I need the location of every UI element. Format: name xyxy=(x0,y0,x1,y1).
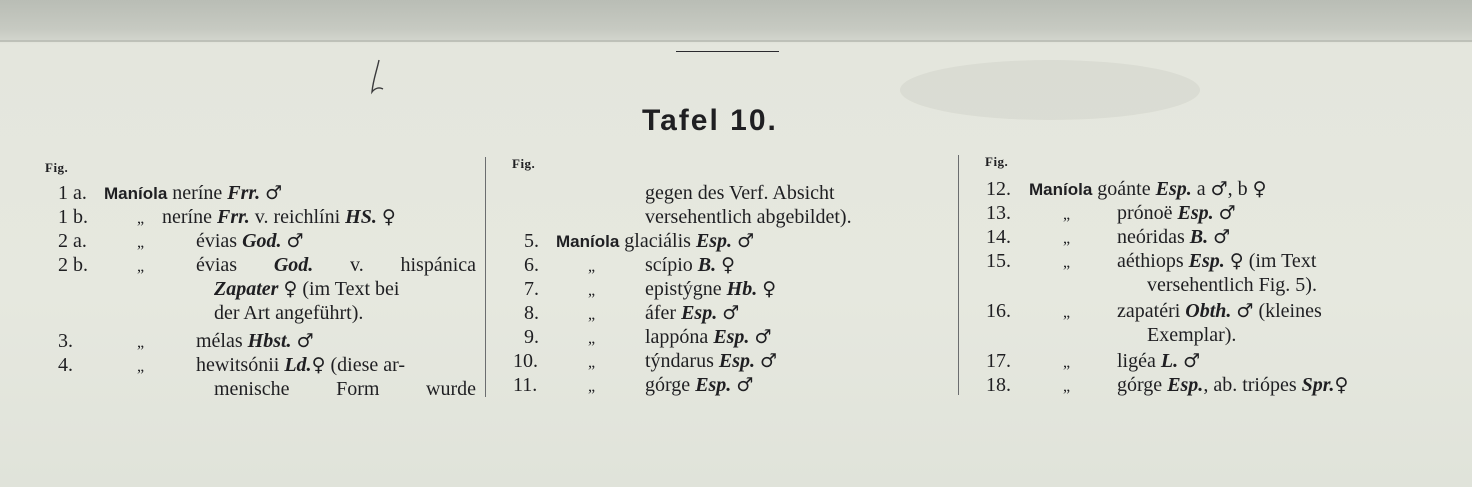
author: Esp. xyxy=(1155,178,1192,200)
entry-number: 14. xyxy=(986,226,1011,248)
ditto-mark: „ xyxy=(588,258,596,275)
author: Esp. xyxy=(713,326,750,348)
male-symbol: ♂ xyxy=(760,350,778,372)
entry-number: 15. xyxy=(986,250,1011,272)
entry-line xyxy=(645,301,739,325)
form-label: , b xyxy=(1227,178,1248,200)
author: Esp. xyxy=(1188,250,1225,272)
entry-number: 1 a. xyxy=(58,182,87,204)
ditto-mark: „ xyxy=(588,330,596,347)
female-symbol: ♀ xyxy=(1229,250,1244,272)
top-paper-strip xyxy=(0,0,1472,40)
note-line: der Art angeführt). xyxy=(214,302,364,324)
entry-number: 4. xyxy=(58,354,73,376)
entry-number: 11. xyxy=(513,374,538,396)
author: HS. xyxy=(345,206,377,228)
male-symbol: ♂ xyxy=(296,330,314,352)
entry-line xyxy=(1029,177,1267,202)
ditto-mark: „ xyxy=(1063,304,1071,321)
species-name: lappóna xyxy=(645,326,709,348)
female-symbol: ♀ xyxy=(1252,178,1267,200)
author: God. xyxy=(242,230,282,252)
entry-number: 13. xyxy=(986,202,1011,224)
author: Esp. xyxy=(681,302,718,324)
note-line: Exemplar). xyxy=(1147,324,1237,346)
species-name: aéthiops xyxy=(1117,250,1184,272)
entry-line xyxy=(645,325,771,349)
entry-number: 2 a. xyxy=(58,230,87,252)
entry-line xyxy=(1117,225,1230,249)
author: Frr. xyxy=(227,182,261,204)
entry-line xyxy=(214,377,476,401)
entry-line xyxy=(214,277,399,301)
entry-line xyxy=(645,253,735,277)
female-symbol: ♀ xyxy=(381,206,396,228)
entry-line xyxy=(1117,349,1200,373)
pencil-mark xyxy=(365,58,389,98)
male-symbol: ♂ xyxy=(286,230,304,252)
variety-name: v. hispánica xyxy=(350,254,477,276)
species-name: ligéa xyxy=(1117,350,1156,372)
male-symbol: ♂ xyxy=(1218,202,1236,224)
entry-number: 12. xyxy=(986,178,1011,200)
fig-header-col2: Fig. xyxy=(512,156,536,171)
species-name: týndarus xyxy=(645,350,714,372)
bleed-through xyxy=(900,60,1200,120)
entry-line xyxy=(556,229,754,254)
species-name: prónoë xyxy=(1117,202,1173,224)
ditto-mark: „ xyxy=(1063,378,1071,395)
form-label: a xyxy=(1196,178,1206,200)
entry-number: 16. xyxy=(986,300,1011,322)
author: Frr. xyxy=(216,206,250,228)
author: Hb. xyxy=(726,278,758,300)
species-name: neríne xyxy=(162,206,212,228)
author: Esp. xyxy=(718,350,756,372)
note-text: (kleines xyxy=(1258,300,1322,322)
entry-number: 7. xyxy=(524,278,539,300)
ditto-mark: „ xyxy=(588,354,596,371)
continued-note: gegen des Verf. Absicht xyxy=(645,182,835,204)
entry-number: 3. xyxy=(58,330,73,352)
species-name: hewitsónii xyxy=(196,354,280,376)
author: Spr. xyxy=(1301,374,1335,396)
author: B. xyxy=(697,254,717,276)
ditto-mark: „ xyxy=(137,358,145,375)
fig-header-col3: Fig. xyxy=(985,154,1009,169)
species-name: epistýgne xyxy=(645,278,722,300)
author: Hbst. xyxy=(247,330,292,352)
species-name: zapatéri xyxy=(1117,300,1181,322)
author: Esp. xyxy=(1177,202,1214,224)
entry-number: 6. xyxy=(524,254,539,276)
author: Esp. xyxy=(695,230,733,252)
genus-name: Maníola xyxy=(104,184,168,203)
author: B. xyxy=(1189,226,1209,248)
plate-title: Tafel 10. xyxy=(642,104,778,137)
ditto-mark: „ xyxy=(588,282,596,299)
entry-number: 9. xyxy=(524,326,539,348)
entry-line xyxy=(196,253,476,277)
author: God. xyxy=(273,254,314,276)
species-name: neóridas xyxy=(1117,226,1185,248)
ditto-mark: „ xyxy=(137,210,145,227)
male-symbol: ♂ xyxy=(1236,300,1254,322)
ditto-mark: „ xyxy=(1063,230,1071,247)
species-name: neríne xyxy=(172,182,223,204)
female-symbol: ♀ xyxy=(283,278,298,300)
species-name: mélas xyxy=(196,330,243,352)
ditto-mark: „ xyxy=(137,334,145,351)
female-symbol: ♀ xyxy=(1334,374,1349,396)
column-divider-2 xyxy=(958,155,959,395)
species-name: scípio xyxy=(645,254,693,276)
genus-name: Maníola xyxy=(1029,180,1093,199)
author: Zapater xyxy=(214,278,279,300)
aberration-name: , ab. triópes xyxy=(1203,374,1297,396)
female-symbol: ♀ xyxy=(762,278,777,300)
note-text: (im Text xyxy=(1248,250,1317,272)
entry-number: 17. xyxy=(986,350,1011,372)
continued-note: versehentlich abgebildet). xyxy=(645,206,852,228)
entry-number: 18. xyxy=(986,374,1011,396)
author: Ld. xyxy=(284,354,312,376)
male-symbol: ♂ xyxy=(1183,350,1201,372)
note-line: versehentlich Fig. 5). xyxy=(1147,274,1317,296)
author: Obth. xyxy=(1185,300,1232,322)
entry-line xyxy=(1117,201,1236,225)
author: Esp. xyxy=(695,374,732,396)
male-symbol: ♂ xyxy=(737,230,755,252)
entry-line xyxy=(1117,249,1316,273)
fig-header-col1: Fig. xyxy=(45,160,69,175)
note-text: (im Text bei xyxy=(302,278,400,300)
entry-line xyxy=(645,373,753,397)
entry-line xyxy=(1117,373,1348,397)
entry-line xyxy=(645,277,776,301)
entry-line xyxy=(1117,299,1322,323)
male-symbol: ♂ xyxy=(1210,178,1228,200)
male-symbol: ♂ xyxy=(754,326,772,348)
entry-number: 2 b. xyxy=(58,254,88,276)
entry-number: 10. xyxy=(513,350,538,372)
entry-number: 5. xyxy=(524,230,539,252)
entry-number: 1 b. xyxy=(58,206,88,228)
note-text: menische Form wurde xyxy=(214,378,476,400)
entry-line xyxy=(645,349,777,373)
species-name: górge xyxy=(1117,374,1163,396)
entry-number: 8. xyxy=(524,302,539,324)
ditto-mark: „ xyxy=(1063,206,1071,223)
ditto-mark: „ xyxy=(588,306,596,323)
species-name: goánte xyxy=(1097,178,1151,200)
ditto-mark: „ xyxy=(137,234,145,251)
entry-line xyxy=(196,229,304,253)
male-symbol: ♂ xyxy=(722,302,740,324)
ditto-mark: „ xyxy=(1063,354,1071,371)
male-symbol: ♂ xyxy=(1213,226,1231,248)
ditto-mark: „ xyxy=(137,258,145,275)
entry-line xyxy=(104,181,282,206)
female-symbol: ♀ xyxy=(721,254,736,276)
male-symbol: ♂ xyxy=(265,182,283,204)
entry-line xyxy=(196,353,405,377)
variety-name: v. reichlíni xyxy=(254,206,341,228)
entry-line xyxy=(162,205,396,229)
species-name: évias xyxy=(196,254,238,276)
author: Esp. xyxy=(1167,374,1204,396)
ditto-mark: „ xyxy=(1063,254,1071,271)
entry-line xyxy=(196,329,314,353)
header-rule xyxy=(676,51,779,52)
male-symbol: ♂ xyxy=(736,374,754,396)
female-symbol: ♀ xyxy=(311,354,326,376)
species-name: glaciális xyxy=(624,230,691,252)
species-name: áfer xyxy=(645,302,677,324)
species-name: évias xyxy=(196,230,238,252)
note-text: (diese ar- xyxy=(330,354,406,376)
author: L. xyxy=(1160,350,1179,372)
ditto-mark: „ xyxy=(588,378,596,395)
column-divider-1 xyxy=(485,157,486,397)
genus-name: Maníola xyxy=(556,232,620,251)
fold-line xyxy=(0,40,1472,42)
species-name: górge xyxy=(645,374,691,396)
